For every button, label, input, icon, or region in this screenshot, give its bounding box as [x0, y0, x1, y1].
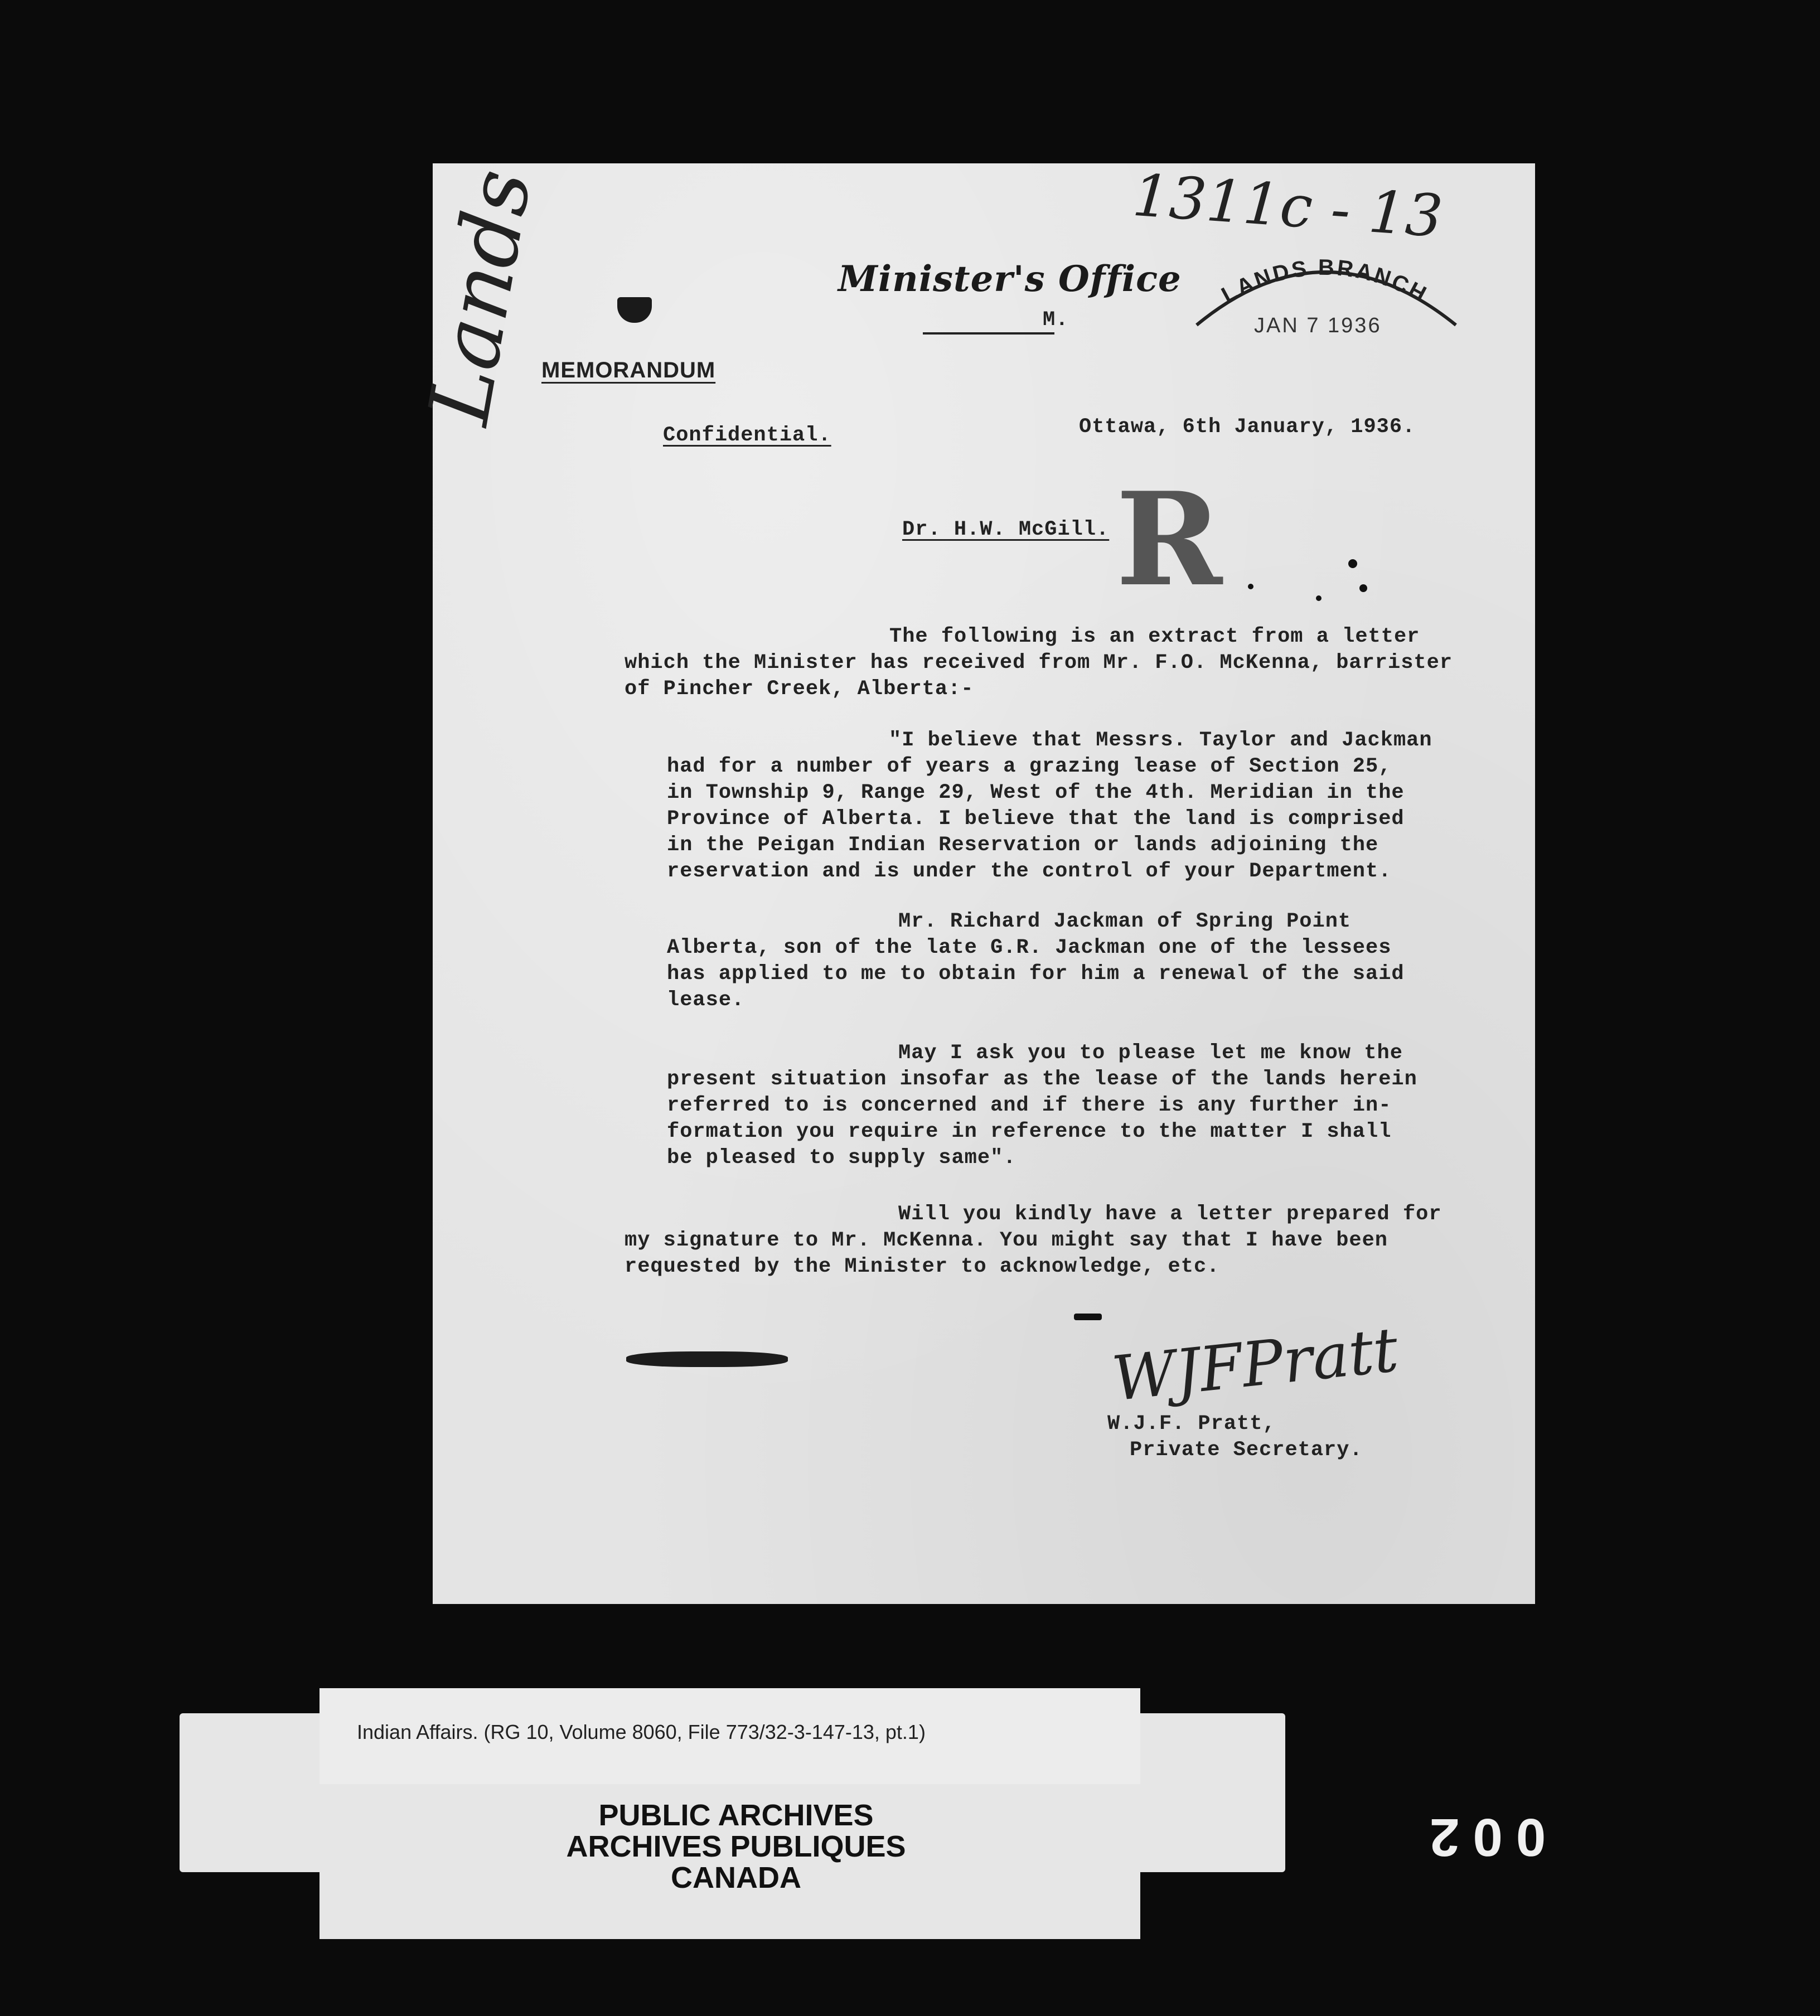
- quote-line: be pleased to supply same".: [667, 1146, 1017, 1170]
- signer-name: W.J.F. Pratt,: [1107, 1412, 1276, 1436]
- ink-smudge: [1074, 1314, 1102, 1320]
- svg-text:LANDS BRANCH: [1218, 255, 1432, 308]
- intro-line: of Pincher Creek, Alberta:-: [625, 677, 974, 701]
- margin-note-handwritten: Lands: [410, 162, 551, 432]
- office-line-rule: [923, 332, 1054, 335]
- quote-line: in Township 9, Range 29, West of the 4th. Meridian in the: [667, 781, 1405, 805]
- closing-line: requested by the Minister to acknowledge, etc.: [625, 1255, 1220, 1278]
- quote-line: in the Peigan Indian Reservation or lands adjoining the: [667, 833, 1379, 857]
- addressee: Dr. H.W. McGill.: [902, 518, 1110, 541]
- closing-line: Will you kindly have a letter prepared for: [898, 1203, 1442, 1226]
- frame-number: 002: [1416, 1807, 1546, 1867]
- archive-caption: Indian Affairs. (RG 10, Volume 8060, File 773/32-3-147-13, pt.1): [357, 1721, 926, 1743]
- ink-speck: [1348, 559, 1357, 568]
- file-number-handwritten: 1311c - 13: [1130, 161, 1445, 251]
- ink-speck: [1359, 584, 1367, 592]
- closing-line: my signature to Mr. McKenna. You might say that I have been: [625, 1229, 1388, 1252]
- quote-line: Province of Alberta. I believe that the land is comprised: [667, 807, 1405, 831]
- quote-line: "I believe that Messrs. Taylor and Jackman: [889, 729, 1432, 752]
- quote-line: lease.: [667, 988, 745, 1012]
- archives-line: ARCHIVES PUBLIQUES: [566, 1830, 906, 1863]
- quote-line: has applied to me to obtain for him a renewal of the said: [667, 962, 1405, 986]
- intro-line: which the Minister has received from Mr. F.O. McKenna, barrister: [625, 651, 1453, 675]
- quote-line: referred to is concerned and if there is any further in-: [667, 1094, 1392, 1117]
- ink-smudge: [626, 1351, 788, 1367]
- ink-speck: [1316, 595, 1322, 601]
- quote-line: present situation insofar as the lease of the lands herein: [667, 1068, 1417, 1091]
- memorandum-heading: MEMORANDUM: [541, 358, 716, 382]
- clip-mark: [617, 297, 652, 323]
- intro-line: The following is an extract from a letter: [889, 625, 1420, 648]
- stamp-date: JAN 7 1936: [1254, 314, 1382, 337]
- quote-line: Mr. Richard Jackman of Spring Point: [898, 910, 1352, 933]
- archives-line: CANADA: [671, 1861, 801, 1894]
- archives-line: PUBLIC ARCHIVES: [598, 1799, 874, 1832]
- place-date: Ottawa, 6th January, 1936.: [1079, 415, 1416, 439]
- memo-page: [410, 161, 1535, 1604]
- stamp-branch-text: LANDS BRANCH: [1217, 255, 1432, 308]
- quote-line: May I ask you to please let me know the: [898, 1041, 1403, 1065]
- signer-title: Private Secretary.: [1130, 1438, 1363, 1462]
- quote-line: reservation and is under the control of your Department.: [667, 860, 1392, 883]
- quote-line: had for a number of years a grazing lease of Section 25,: [667, 755, 1392, 778]
- office-heading: Minister's Office: [838, 258, 1182, 300]
- quote-line: formation you require in reference to the matter I shall: [667, 1120, 1392, 1143]
- quote-line: Alberta, son of the late G.R. Jackman one of the lessees: [667, 936, 1392, 959]
- ink-speck: [1248, 584, 1253, 589]
- signature-handwritten: WJFPratt: [1109, 1314, 1402, 1415]
- office-line: M.: [1043, 308, 1069, 332]
- classification: Confidential.: [663, 424, 831, 447]
- registry-r-stamp: R: [1116, 464, 1223, 615]
